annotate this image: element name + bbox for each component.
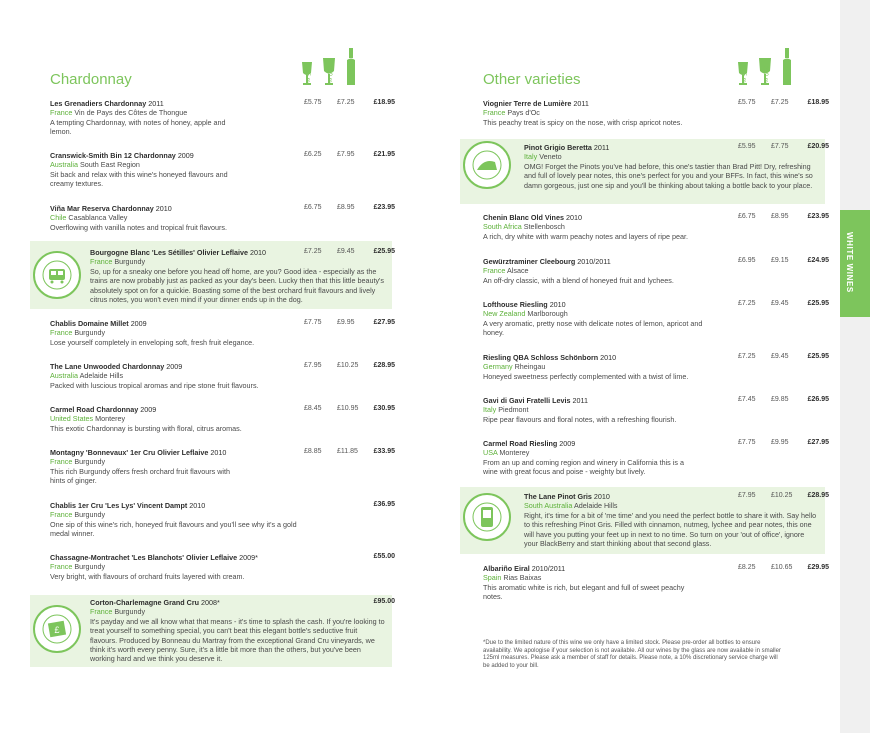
price-175ml: £6.75 bbox=[304, 204, 322, 211]
price-250ml: £9.45 bbox=[771, 300, 789, 307]
glass-large-icon bbox=[322, 46, 344, 86]
wine-entry bbox=[50, 501, 300, 539]
wine-description: From an up and coming region and winery in California this is a wine with great focus and poise - weighty but lively. bbox=[483, 457, 684, 477]
wine-entry bbox=[483, 439, 693, 477]
price-175ml: £6.75 bbox=[738, 213, 756, 220]
wine-name: Chassagne-Montrachet 'Les Blanchots' Olivier Leflaive 2009* bbox=[50, 553, 258, 562]
wine-origin: United States Monterey bbox=[50, 414, 126, 424]
wine-entry bbox=[483, 257, 733, 285]
wine-description: Overflowing with vanilla notes and tropical fruit flavours. bbox=[50, 222, 227, 232]
wine-name: Corton-Charlemagne Grand Cru 2008* bbox=[90, 598, 220, 607]
wine-entry bbox=[50, 448, 240, 486]
wine-description: Right, it's time for a bit of 'me time' and you need the perfect bottle to share it with. Say hello to this refreshing Pinot Gris. Filled with cinnamon, nutmeg, lychee and pear notes, this one will have you putting your feet up in next to no time. So turn on your 'out of office', ignore your BlackBerry and start thinking about that second glass. bbox=[524, 510, 817, 549]
wine-prices bbox=[738, 396, 829, 403]
wine-prices bbox=[738, 143, 829, 150]
section-tab-label: WHITE WINES bbox=[845, 232, 854, 293]
price-175ml: £6.25 bbox=[304, 151, 322, 158]
wine-name: Cranswick-Smith Bin 12 Chardonnay 2009 bbox=[50, 151, 194, 160]
footnote: *Due to the limited nature of this wine we only have a limited stock. Please pre-order all bottles to ensure availability. We apologise if your selection is not available. All our wines by the glass are now available in smaller 125ml measures. Please ask a member of staff for details. Please note, a 10% discretionary service charge will be added to your bill. bbox=[483, 640, 781, 669]
wine-prices bbox=[738, 213, 829, 220]
price-bottle: £33.95 bbox=[373, 448, 395, 455]
wine-origin: Australia Adelaide Hills bbox=[50, 371, 124, 381]
wine-entry bbox=[90, 598, 385, 664]
price-bottle: £30.95 bbox=[373, 405, 395, 412]
price-bottle: £25.95 bbox=[373, 248, 395, 255]
wine-prices bbox=[304, 448, 395, 455]
price-bottle: £23.95 bbox=[373, 204, 395, 211]
wine-description: A very aromatic, pretty nose with delicate notes of lemon, apricot and honey. bbox=[483, 318, 703, 338]
wine-prices bbox=[304, 553, 395, 560]
price-175ml: £7.25 bbox=[304, 248, 322, 255]
wine-description: Honeyed sweetness perfectly complemented with a twist of lime. bbox=[483, 371, 689, 381]
price-bottle: £29.95 bbox=[807, 564, 829, 571]
wine-origin: France Vin de Pays des Côtes de Thongue bbox=[50, 108, 188, 118]
price-175ml: £7.95 bbox=[304, 362, 322, 369]
wine-entry bbox=[50, 405, 300, 433]
side-strip bbox=[840, 0, 870, 733]
glass-large-icon bbox=[758, 46, 780, 86]
price-bottle: £25.95 bbox=[807, 353, 829, 360]
wine-entry bbox=[483, 396, 733, 424]
size-label: 750 ml bbox=[784, 66, 790, 85]
price-bottle: £36.95 bbox=[373, 501, 395, 508]
wine-prices bbox=[738, 492, 829, 499]
price-250ml: £8.95 bbox=[771, 213, 789, 220]
wine-description: This peachy treat is spicy on the nose, with crisp apricot notes. bbox=[483, 117, 683, 127]
wine-origin: France Burgundy bbox=[50, 457, 106, 467]
wine-name: The Lane Pinot Gris 2010 bbox=[524, 492, 610, 501]
price-250ml: £9.45 bbox=[771, 353, 789, 360]
price-175ml: £8.25 bbox=[738, 564, 756, 571]
price-250ml: £10.65 bbox=[771, 564, 793, 571]
price-250ml: £10.25 bbox=[337, 362, 359, 369]
price-bottle: £18.95 bbox=[807, 99, 829, 106]
wine-origin: Italy Piedmont bbox=[483, 405, 529, 415]
price-175ml bbox=[304, 598, 337, 605]
price-bottle: £25.95 bbox=[807, 300, 829, 307]
wine-description: An off-dry classic, with a blend of honeyed fruit and lychees. bbox=[483, 275, 674, 285]
size-icons-right bbox=[736, 46, 802, 86]
price-bottle: £26.95 bbox=[807, 396, 829, 403]
wine-description: This exotic Chardonnay is bursting with floral, citrus aromas. bbox=[50, 423, 242, 433]
wine-entry bbox=[50, 362, 300, 390]
bottle-icon bbox=[344, 46, 366, 86]
price-250ml: £10.25 bbox=[771, 492, 793, 499]
wine-origin: Germany Rheingau bbox=[483, 362, 546, 372]
wine-entry bbox=[524, 492, 819, 548]
size-label: 750 ml bbox=[348, 66, 354, 85]
price-bottle: £21.95 bbox=[373, 151, 395, 158]
wine-prices bbox=[304, 362, 395, 369]
price-175ml: £8.45 bbox=[304, 405, 322, 412]
wine-origin: France Burgundy bbox=[50, 562, 106, 572]
wine-entry bbox=[483, 300, 713, 338]
price-250ml: £7.25 bbox=[337, 99, 355, 106]
price-bottle: £28.95 bbox=[807, 492, 829, 499]
wine-origin: France Pays d'Oc bbox=[483, 108, 540, 118]
wine-entry bbox=[483, 213, 733, 241]
wine-description: OMG! Forget the Pinots you've had before, this one's tastier than Brad Pitt! Dry, refreshing and full of lovely pear notes, this one's perfect for you and your BFFs. In fact, this wine's so damn gorgeous, just one sip and you'll be thinking about taking a bottle back to your place. bbox=[524, 161, 813, 190]
wine-origin: France Burgundy bbox=[90, 607, 146, 617]
pre-train-tipple-badge bbox=[32, 250, 82, 300]
size-label: 250 ml bbox=[326, 66, 332, 85]
bottle-icon bbox=[780, 46, 802, 86]
price-250ml: £9.85 bbox=[771, 396, 789, 403]
price-250ml: £7.75 bbox=[771, 143, 789, 150]
wine-origin: France Burgundy bbox=[50, 510, 106, 520]
price-175ml bbox=[304, 501, 337, 508]
price-250ml: £11.85 bbox=[337, 448, 358, 455]
wine-prices bbox=[304, 598, 395, 605]
wine-origin: South Africa Stellenbosch bbox=[483, 222, 565, 232]
size-label: 175 ml bbox=[740, 66, 746, 85]
price-250ml: £7.95 bbox=[337, 151, 355, 158]
wine-prices bbox=[738, 439, 829, 446]
wine-prices bbox=[738, 564, 829, 571]
price-175ml bbox=[304, 553, 337, 560]
price-175ml: £7.25 bbox=[738, 300, 756, 307]
price-250ml: £10.95 bbox=[337, 405, 359, 412]
wine-name: Pinot Grigio Beretta 2011 bbox=[524, 143, 610, 152]
wine-origin: USA Monterey bbox=[483, 448, 530, 458]
price-bottle: £20.95 bbox=[807, 143, 829, 150]
wine-name: Montagny 'Bonnevaux' 1er Cru Olivier Leflaive 2010 bbox=[50, 448, 227, 457]
wine-description: This aromatic white is rich, but elegant and full of sweet peachy notes. bbox=[483, 582, 685, 602]
wine-origin: Spain Rias Baixas bbox=[483, 573, 542, 583]
price-250ml: £9.15 bbox=[771, 257, 789, 264]
wine-description: It's payday and we all know what that means - it's time to splash the cash. If you're looking to treat yourself to something special, you can't beat this elegant bottle's seductive fruit flavours. Produced by Bonneau du Martray from the exceptional Grand Cru vineyards, we think it's worth every penny. Sure, it's a little bit more than the others, but you've been working hard and we think you deserve it. bbox=[90, 616, 385, 664]
wine-name: The Lane Unwooded Chardonnay 2009 bbox=[50, 362, 183, 371]
wine-name: Albariño Eiral 2010/2011 bbox=[483, 564, 566, 573]
wine-name: Carmel Road Riesling 2009 bbox=[483, 439, 576, 448]
wine-entry bbox=[50, 99, 240, 137]
chardonnay-title: Chardonnay bbox=[50, 71, 132, 88]
wine-prices bbox=[304, 501, 395, 508]
wine-name: Les Grenadiers Chardonnay 2011 bbox=[50, 99, 164, 108]
price-175ml: £5.95 bbox=[738, 143, 756, 150]
price-250ml: £9.45 bbox=[337, 248, 355, 255]
wine-prices bbox=[738, 257, 829, 264]
glass-small-icon bbox=[300, 46, 322, 86]
wine-prices bbox=[304, 99, 395, 106]
wine-origin: France Burgundy bbox=[90, 257, 146, 267]
wine-origin: France Alsace bbox=[483, 266, 529, 276]
wine-description: Sit back and relax with this wine's honeyed flavours and creamy textures. bbox=[50, 169, 228, 189]
wine-entry bbox=[483, 564, 693, 602]
payday-special-badge bbox=[32, 604, 82, 654]
price-250ml bbox=[337, 598, 365, 605]
size-icons-left bbox=[300, 46, 366, 86]
wine-entry bbox=[90, 248, 385, 304]
wine-name: Chablis Domaine Millet 2009 bbox=[50, 319, 147, 328]
wine-description: So, up for a sneaky one before you head off home, are you? Good idea - especially as the trains are now probably just as packed as your day's been. Lucky then that this little beauty's absolutely spot on for a quickie. Boasting some of the best orchard fruit flavours and lively citrus notes, you won't even mind if your dinner ends up in the dog. bbox=[90, 266, 385, 305]
price-250ml: £9.95 bbox=[771, 439, 789, 446]
one-for-the-girls-badge bbox=[462, 140, 512, 190]
price-175ml: £6.95 bbox=[738, 257, 756, 264]
wine-entry bbox=[524, 143, 819, 190]
wine-origin: France Burgundy bbox=[50, 328, 106, 338]
wine-entry bbox=[483, 353, 733, 381]
wine-name: Chablis 1er Cru 'Les Lys' Vincent Dampt 2010 bbox=[50, 501, 206, 510]
wine-description: Lose yourself completely in enveloping soft, fresh fruit elegance. bbox=[50, 337, 255, 347]
wine-description: A tempting Chardonnay, with notes of honey, apple and lemon. bbox=[50, 117, 226, 137]
price-bottle: £27.95 bbox=[373, 319, 395, 326]
wine-prices bbox=[738, 300, 829, 307]
wine-description: Very bright, with flavours of orchard fruits layered with cream. bbox=[50, 571, 245, 581]
price-175ml: £8.85 bbox=[304, 448, 322, 455]
price-250ml bbox=[337, 553, 365, 560]
other-varieties-title: Other varieties bbox=[483, 71, 581, 88]
size-label: 250 ml bbox=[762, 66, 768, 85]
price-bottle: £55.00 bbox=[373, 553, 395, 560]
wine-origin: South Australia Adelaide Hills bbox=[524, 501, 618, 511]
wine-name: Gewürztraminer Cleebourg 2010/2011 bbox=[483, 257, 611, 266]
price-175ml: £7.75 bbox=[304, 319, 322, 326]
price-bottle: £27.95 bbox=[807, 439, 829, 446]
wine-name: Gavi di Gavi Fratelli Levis 2011 bbox=[483, 396, 588, 405]
svg-text:£: £ bbox=[54, 625, 60, 635]
wine-prices bbox=[738, 99, 829, 106]
section-tab[interactable] bbox=[840, 210, 870, 317]
wine-name: Carmel Road Chardonnay 2009 bbox=[50, 405, 157, 414]
wine-origin: Australia South East Region bbox=[50, 160, 140, 170]
wine-entry bbox=[50, 151, 240, 189]
wine-prices bbox=[304, 319, 395, 326]
price-250ml bbox=[337, 501, 365, 508]
wine-origin: Chile Casablanca Valley bbox=[50, 213, 128, 223]
wine-name: Viña Mar Reserva Chardonnay 2010 bbox=[50, 204, 172, 213]
wine-prices bbox=[738, 353, 829, 360]
wine-origin: New Zealand Marlborough bbox=[483, 309, 568, 319]
price-bottle: £23.95 bbox=[807, 213, 829, 220]
wine-prices bbox=[304, 204, 395, 211]
price-175ml: £7.75 bbox=[738, 439, 756, 446]
wine-name: Viognier Terre de Lumière 2011 bbox=[483, 99, 589, 108]
price-250ml: £9.95 bbox=[337, 319, 355, 326]
wine-entry bbox=[483, 99, 733, 127]
price-bottle: £18.95 bbox=[373, 99, 395, 106]
glass-small-icon bbox=[736, 46, 758, 86]
phone-diverter-badge bbox=[462, 492, 512, 542]
price-175ml: £7.95 bbox=[738, 492, 756, 499]
size-label: 175 ml bbox=[304, 66, 310, 85]
wine-entry bbox=[50, 204, 240, 232]
wine-name: Riesling QBA Schloss Schönborn 2010 bbox=[483, 353, 617, 362]
price-bottle: £28.95 bbox=[373, 362, 395, 369]
price-bottle: £24.95 bbox=[807, 257, 829, 264]
wine-name: Lofthouse Riesling 2010 bbox=[483, 300, 566, 309]
price-175ml: £5.75 bbox=[304, 99, 322, 106]
wine-description: This rich Burgundy offers fresh orchard fruit flavours with hints of ginger. bbox=[50, 466, 231, 486]
wine-name: Bourgogne Blanc 'Les Sétilles' Olivier Leflaive 2010 bbox=[90, 248, 266, 257]
wine-prices bbox=[304, 248, 395, 255]
wine-entry bbox=[50, 319, 300, 347]
wine-description: One sip of this wine's rich, honeyed fruit flavours and you'll see why it's a gold medal winner. bbox=[50, 519, 297, 539]
price-bottle: £95.00 bbox=[373, 598, 395, 605]
price-175ml: £7.45 bbox=[738, 396, 756, 403]
wine-prices bbox=[304, 151, 395, 158]
wine-origin: Italy Veneto bbox=[524, 152, 562, 162]
wine-description: Ripe pear flavours and floral notes, with a refreshing flourish. bbox=[483, 414, 677, 424]
price-175ml: £5.75 bbox=[738, 99, 756, 106]
wine-description: A rich, dry white with warm peachy notes and layers of ripe pear. bbox=[483, 231, 688, 241]
price-250ml: £7.25 bbox=[771, 99, 789, 106]
wine-entry bbox=[50, 553, 300, 581]
wine-description: Packed with luscious tropical aromas and ripe stone fruit flavours. bbox=[50, 380, 259, 390]
price-250ml: £8.95 bbox=[337, 204, 355, 211]
price-175ml: £7.25 bbox=[738, 353, 756, 360]
wine-prices bbox=[304, 405, 395, 412]
wine-name: Chenin Blanc Old Vines 2010 bbox=[483, 213, 582, 222]
